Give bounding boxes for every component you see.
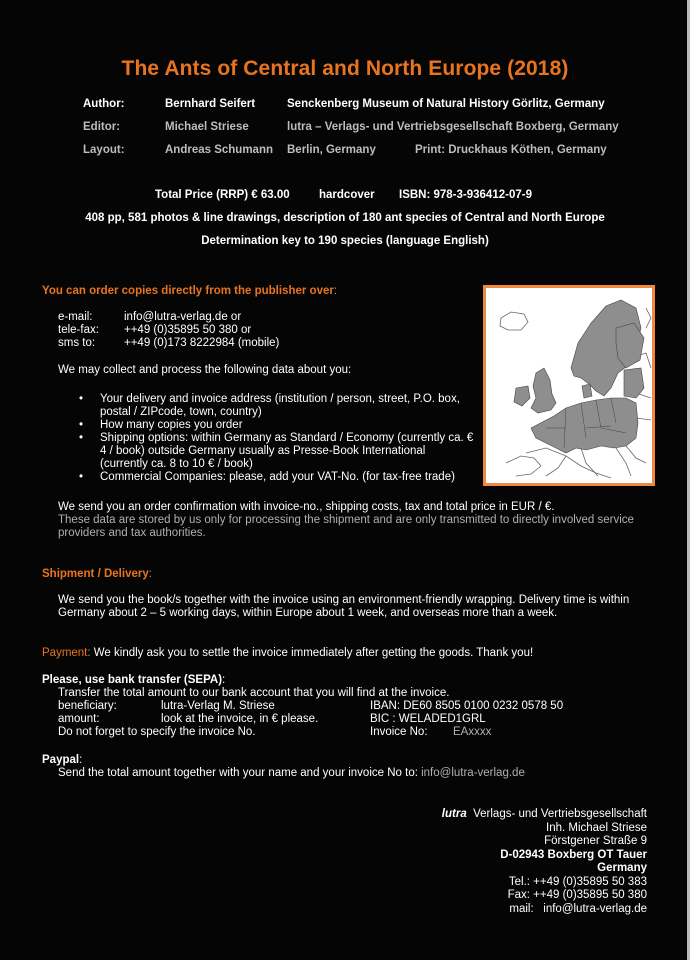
credit-label-author: Author: [83,98,125,110]
book-key: Determination key to 190 species (language English) [201,235,489,247]
credit-affiliation-layout: Berlin, Germany [287,144,376,156]
order-heading-text: You can order copies directly from the publisher over [42,285,334,297]
bank-invoice-label: Invoice No: [370,726,428,738]
address-tel: Tel.: ++49 (0)35895 50 383 [508,875,647,888]
bank-bic: BIC : WELADED1GRL [370,713,486,725]
shipment-heading-text: Shipment / Delivery [42,568,149,580]
contact-sms-label: sms to: [58,337,96,349]
bank-intro: Transfer the total amount to our bank account that you will find at the invoice. [58,687,450,699]
page-title: The Ants of Central and North Europe (2018) [121,57,569,80]
collect-intro: We may collect and process the following data about you: [58,364,352,376]
contact-email-label: e-mail: [58,311,93,323]
credit-affiliation-author: Senckenberg Museum of Natural History Görlitz, Germany [287,98,605,110]
payment-text: We kindly ask you to settle the invoice immediately after getting the goods. Thank you! [90,647,534,659]
book-description: 408 pp, 581 photos & line drawings, description of 180 ant species of Central and North Europe [85,212,605,224]
address-street: Förstgener Straße 9 [544,835,647,847]
credit-label-layout: Layout: [83,144,125,156]
credit-label-editor: Editor: [83,121,121,133]
order-contacts [58,311,279,350]
contact-email-value[interactable]: info@lutra-verlag.de or [124,311,242,323]
contact-fax-label: tele-fax: [58,324,99,336]
address-mail[interactable]: mail: info@lutra-verlag.de [509,902,647,915]
shipment-heading [42,568,152,580]
paypal-line [58,767,525,780]
order-confirmation: We send you an order confirmation with invoice-no., shipping costs, tax and total price in EUR / €. [58,501,555,513]
payment-heading: Payment [42,647,88,659]
contact-fax-value: ++49 (0)35895 50 380 or [124,324,252,336]
bank-invoice-value: EAxxxx [453,726,492,738]
collect-item: • How many copies you order [78,419,476,432]
shipment-heading-colon: : [148,568,152,580]
paypal-text: Send the total amount together with your name and your invoice No to: [58,767,422,779]
bank-row-invoice [58,726,563,739]
bank-invoice-reminder: Do not forget to specify the invoice No. [58,726,256,738]
book-isbn: ISBN: 978-3-936412-07-9 [399,189,532,201]
address-company [442,808,647,822]
europe-map-icon [486,288,652,483]
bank-amount-value: look at the invoice, in € please. [161,713,319,725]
book-price: Total Price (RRP) € 63.00 [155,189,290,201]
book-binding: hardcover [319,189,375,201]
bank-amount-label: amount: [58,713,100,725]
bank-heading-colon: : [222,674,226,686]
contact-sms-value: ++49 (0)173 8222984 (mobile) [124,337,280,349]
publisher-address [442,808,647,916]
address-owner: Inh. Michael Striese [546,821,647,834]
contact-email [58,311,279,324]
paypal-heading-text: Paypal [42,754,80,766]
contact-fax [58,324,279,337]
europe-map-frame [483,285,655,486]
address-country: Germany [597,862,647,874]
collect-item: • Shipping options: within Germany as Standard / Economy (currently ca. € 4 / book) outside Germany usually as Presse-Book International (currently ca. 8 to 10 € / book) [78,432,476,471]
bank-beneficiary-label: beneficiary: [58,700,117,712]
address-brand: lutra [441,808,467,820]
bank-details [58,687,563,739]
credit-name-layout: Andreas Schumann [165,144,273,156]
order-heading-colon: : [333,285,338,297]
collect-item: • Commercial Companies: please, add your VAT-No. (for tax-free trade) [78,471,476,484]
credit-affiliation-editor: lutra – Verlags- und Vertriebsgesellschaft Boxberg, Germany [287,121,619,133]
address-city: D-02943 Boxberg OT Tauer [500,848,647,861]
bank-beneficiary-value: lutra-Verlag M. Striese [161,700,275,712]
privacy-note: These data are stored by us only for processing the shipment and are only transmitted to directly involved service providers and tax authorities. [58,514,634,539]
bank-heading-text: Please, use bank transfer (SEPA) [42,674,223,686]
bank-row-amount [58,713,563,726]
credit-name-author: Bernhard Seifert [165,98,256,110]
collect-item: • Your delivery and invoice address (institution / person, street, P.O. box, postal / ZIPcode, town, country) [78,393,476,419]
bank-row-beneficiary [58,700,563,713]
paypal-email-link[interactable]: info@lutra-verlag.de [421,767,525,779]
bank-iban: IBAN: DE60 8505 0100 0232 0578 50 [370,700,564,712]
payment-line [42,647,533,660]
bank-heading [42,674,225,687]
order-heading [42,285,337,297]
collect-list [78,393,476,484]
paypal-heading-colon: : [79,754,83,766]
payment-heading-colon: : [87,647,91,659]
address-fax: Fax: ++49 (0)35895 50 380 [507,889,647,901]
credit-print: Print: Druckhaus Köthen, Germany [415,144,607,156]
credit-name-editor: Michael Striese [165,121,249,133]
paypal-heading [42,754,82,767]
shipment-text: We send you the book/s together with the invoice using an environment-friendly wrapping. Delivery time is within Germany about 2 – 5 working days, within Europe about 1 week, and overseas more than a week. [58,594,630,619]
address-company-name: Verlags- und Vertriebsgesellschaft [466,808,647,820]
contact-sms [58,337,279,350]
